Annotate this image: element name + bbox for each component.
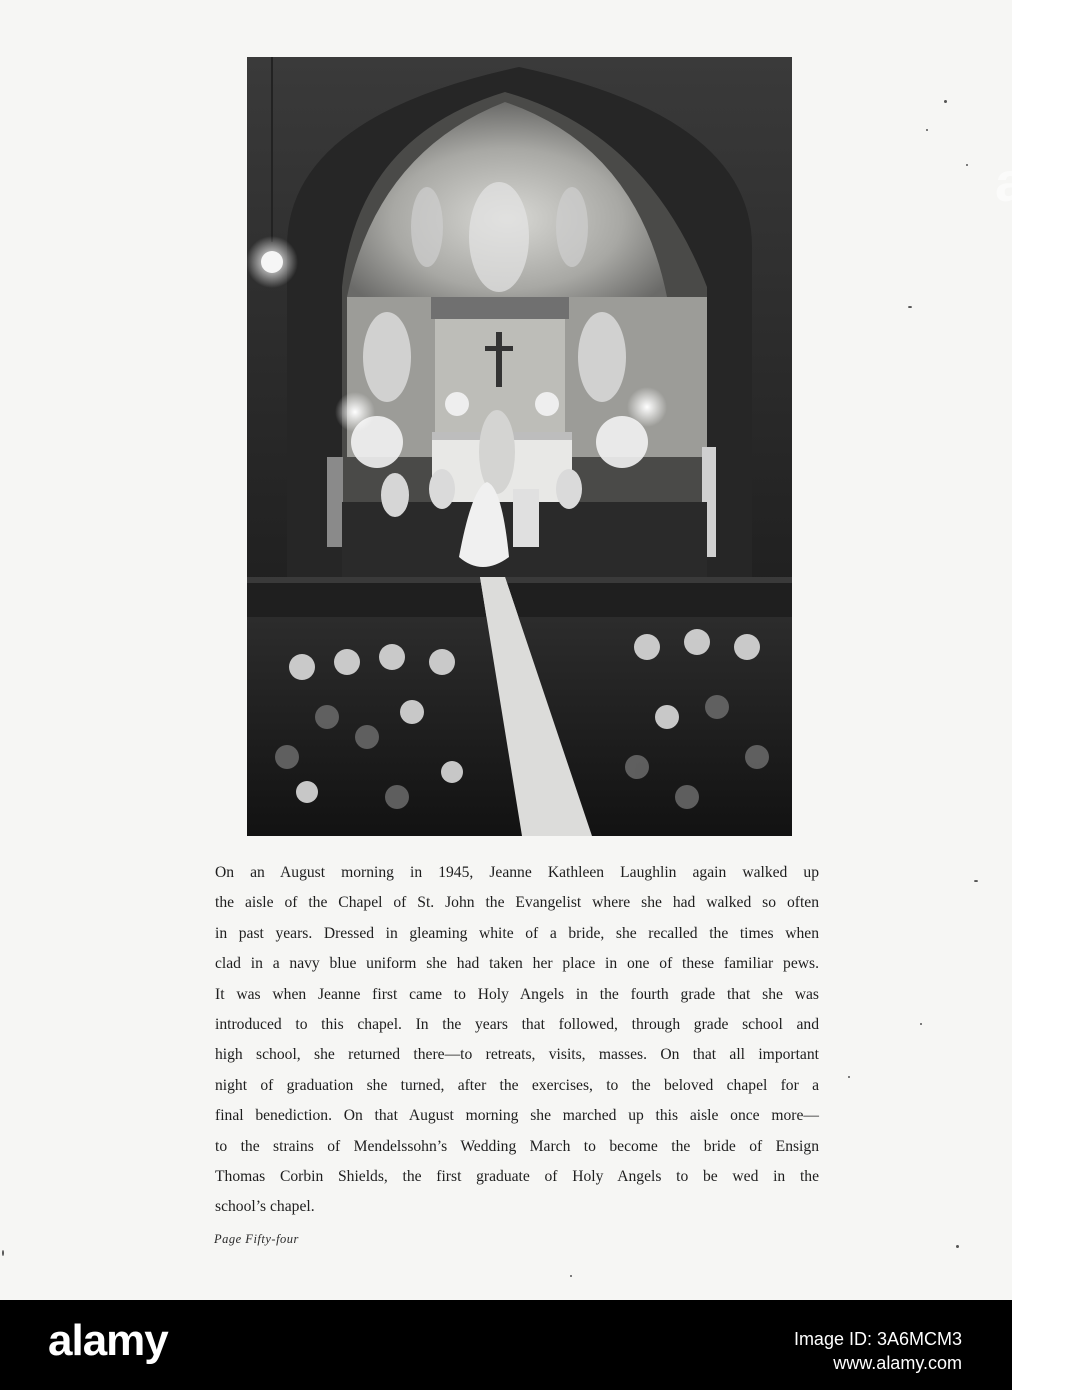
- page-number: Page Fifty-four: [214, 1232, 299, 1246]
- caption-line: night of graduation she turned, after the exercises, to the beloved chapel for a: [215, 1076, 819, 1094]
- stock-url-link[interactable]: www.alamy.com: [833, 1353, 962, 1373]
- image-id-text: Image ID: 3A6MCM3: [793, 1329, 962, 1349]
- caption-line: to the strains of Mendelssohn’s Wedding March to become the bride of Ensign: [215, 1137, 819, 1155]
- alamy-logo[interactable]: alamy: [48, 1316, 168, 1365]
- caption-line: On an August morning in 1945, Jeanne Kathleen Laughlin again walked up: [215, 864, 819, 881]
- stock-watermark: ala: [995, 150, 1073, 213]
- caption-line: high school, she returned there—to retreats, visits, masses. On that all important: [215, 1046, 819, 1064]
- caption-line: the aisle of the Chapel of St. John the Evangelist where she had walked so often: [215, 894, 819, 912]
- caption-text: [215, 858, 819, 1223]
- caption-line: final benediction. On that August morning she marched up this aisle once more—: [215, 1107, 819, 1125]
- caption-line: in past years. Dressed in gleaming white of a bride, she recalled the times when: [215, 924, 819, 942]
- stock-image-info: [562, 1327, 962, 1375]
- chapel-wedding-photo: [247, 57, 1073, 836]
- caption-line: introduced to this chapel. In the years that followed, through grade school and: [215, 1016, 819, 1034]
- caption-line: clad in a navy blue uniform she had taken her place in one of these familiar pews.: [215, 955, 819, 973]
- caption-line: Thomas Corbin Shields, the first graduate of Holy Angels to be wed in the: [215, 1168, 819, 1186]
- caption-line: school’s chapel.: [215, 1198, 315, 1216]
- chapel-illustration: [247, 57, 792, 836]
- caption-line: It was when Jeanne first came to Holy Angels in the fourth grade that she was: [215, 985, 819, 1003]
